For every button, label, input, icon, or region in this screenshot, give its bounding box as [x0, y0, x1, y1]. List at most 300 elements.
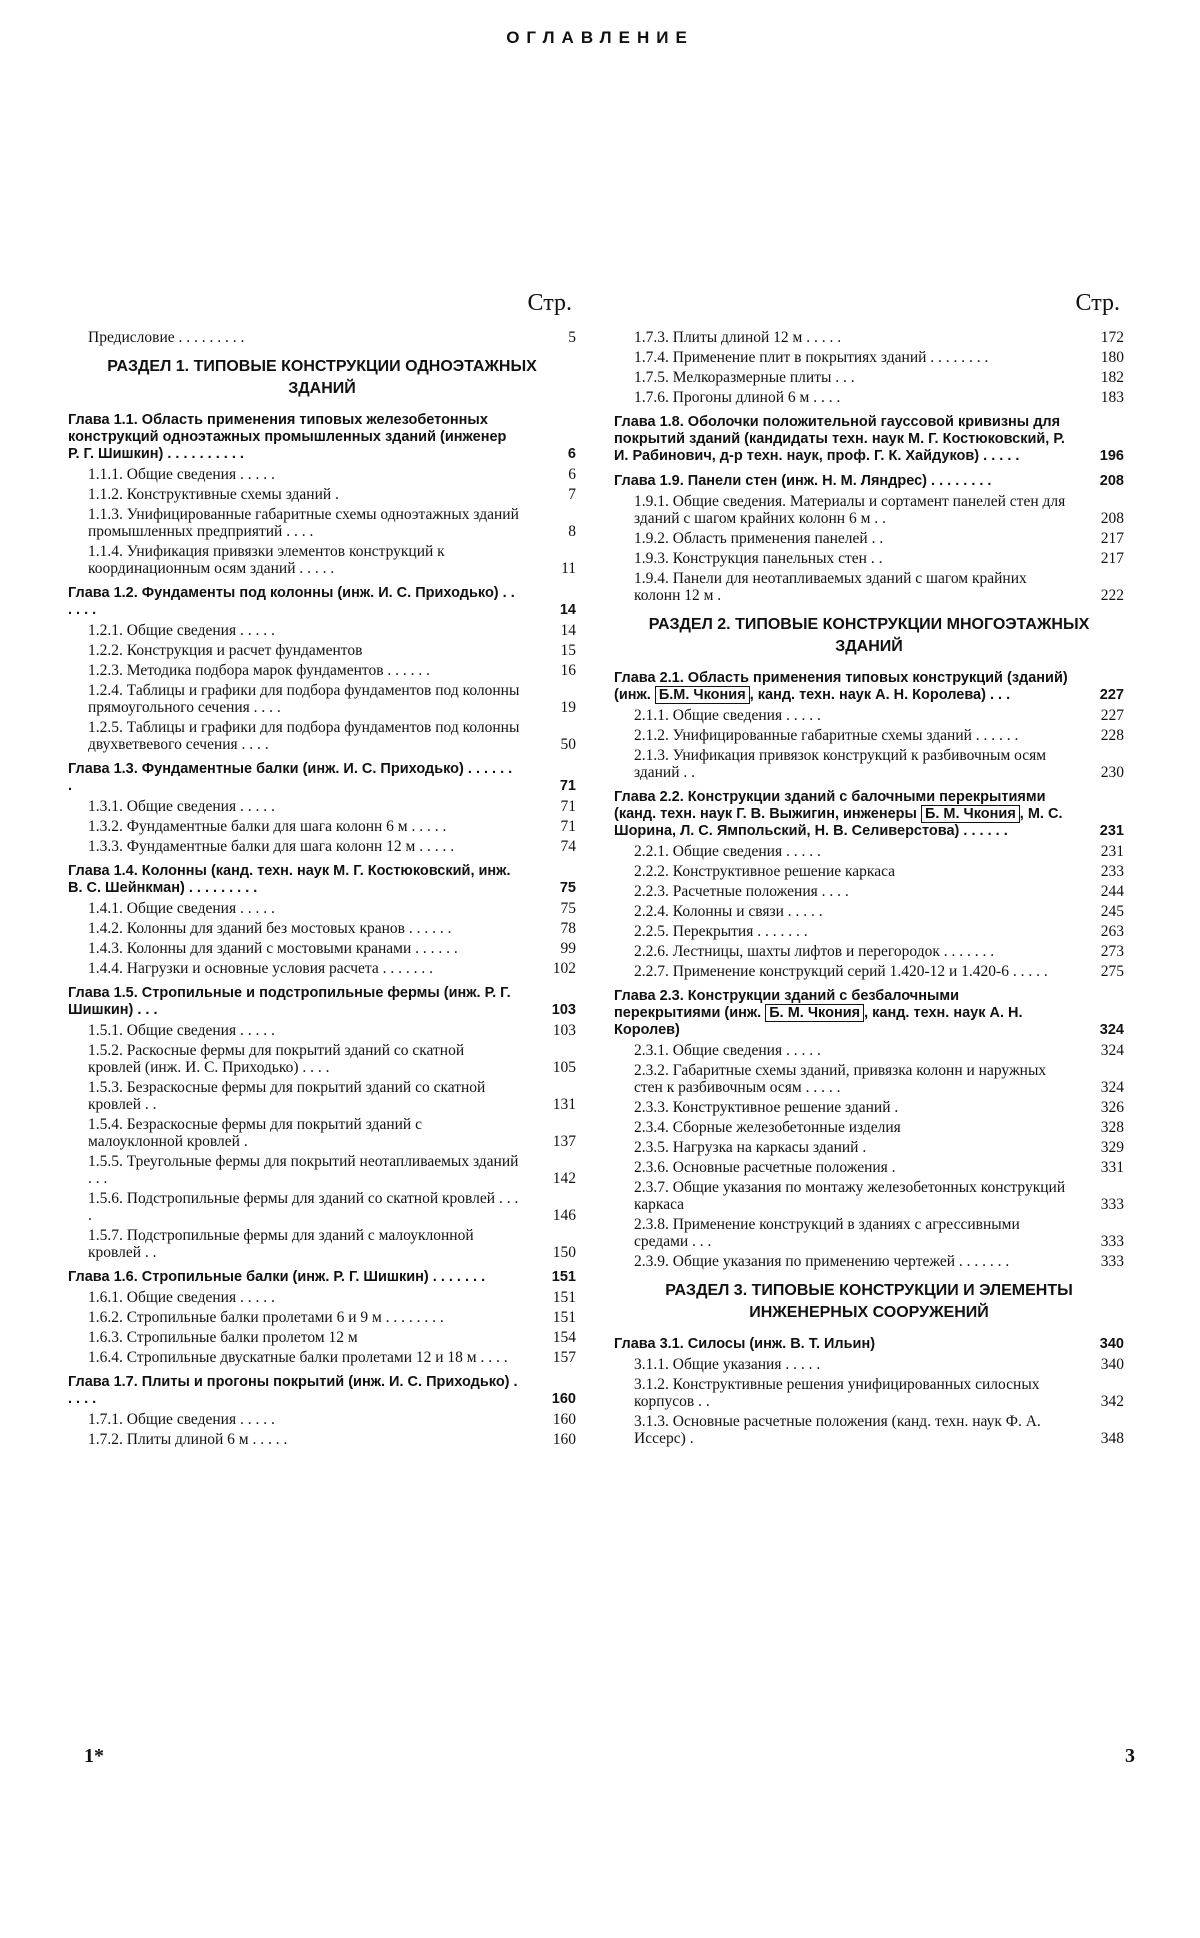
- toc-entry-title: [614, 963, 1068, 980]
- toc-page-number: 71: [559, 778, 576, 794]
- toc-entry-text: 2.3.8. Применение конструкций в зданиях с агрессивными средами . . .: [634, 1216, 1020, 1250]
- toc-page-number: 333: [1100, 1196, 1124, 1213]
- toc-subsection-entry[interactable]: [614, 550, 1124, 567]
- toc-entry-title: [68, 985, 520, 1019]
- toc-page-number: 227: [1099, 687, 1124, 703]
- toc-page-number: 217: [1100, 550, 1124, 567]
- toc-subsection-entry[interactable]: [68, 818, 576, 835]
- toc-page-number: 151: [552, 1309, 576, 1326]
- toc-entry-title: [614, 1062, 1068, 1096]
- toc-entry-text: Предисловие . . . . . . . . .: [88, 329, 245, 346]
- toc-list-left: [68, 329, 576, 1448]
- toc-page-number: 208: [1099, 473, 1124, 489]
- toc-entry-title: [614, 988, 1068, 1039]
- toc-entry-text: 1.3.1. Общие сведения . . . . .: [88, 798, 275, 815]
- toc-entry-text: 1.6.2. Стропильные балки пролетами 6 и 9 м . . . . . . . .: [88, 1309, 444, 1326]
- toc-subsection-entry[interactable]: [68, 543, 576, 577]
- toc-page-number: 329: [1100, 1139, 1124, 1156]
- toc-subsection-entry[interactable]: [614, 570, 1124, 604]
- toc-entry-text: 2.3.1. Общие сведения . . . . .: [634, 1042, 821, 1059]
- toc-page-number: 245: [1100, 903, 1124, 920]
- toc-entry-text: 1.4.2. Колонны для зданий без мостовых кранов . . . . . .: [88, 920, 452, 937]
- toc-page-number: 333: [1100, 1233, 1124, 1250]
- toc-subsection-entry[interactable]: [614, 843, 1124, 860]
- toc-page-number: 50: [560, 736, 576, 753]
- toc-page-number: 150: [552, 1244, 576, 1261]
- toc-page-number: 78: [560, 920, 576, 937]
- toc-entry-title: [68, 719, 520, 753]
- toc-entry-title: [614, 883, 1068, 900]
- toc-entry-text: 1.7.6. Прогоны длиной 6 м . . . .: [634, 389, 841, 406]
- toc-page-number: 6: [567, 446, 576, 462]
- toc-entry-title: [68, 940, 520, 957]
- toc-entry-text: 2.3.5. Нагрузка на каркасы зданий .: [634, 1139, 867, 1156]
- toc-entry-text: 2.2.7. Применение конструкций серий 1.420-12 и 1.420-6 . . . . .: [634, 963, 1048, 980]
- toc-entry-text: 3.1.3. Основные расчетные положения (канд. техн. наук Ф. А. Иссерс) .: [634, 1413, 1041, 1447]
- toc-entry-title: [68, 838, 520, 855]
- toc-entry-title: [68, 622, 520, 639]
- toc-subsection-entry[interactable]: [614, 369, 1124, 386]
- page-column-header: Стр.: [1075, 290, 1120, 316]
- toc-subsection-entry[interactable]: [614, 963, 1124, 980]
- toc-subsection-entry[interactable]: [68, 1309, 576, 1326]
- toc-page-number: 172: [1100, 329, 1124, 346]
- toc-entry-title: [68, 1374, 520, 1408]
- toc-entry-title: [614, 550, 1068, 567]
- toc-page-number: 146: [552, 1207, 576, 1224]
- toc-entry-title: [614, 1042, 1068, 1059]
- toc-entry-text: 1.6.3. Стропильные балки пролетом 12 м: [88, 1329, 358, 1346]
- toc-entry-title: [68, 960, 520, 977]
- toc-subsection-entry[interactable]: [614, 493, 1124, 527]
- toc-page-number: 326: [1100, 1099, 1124, 1116]
- toc-page-number: 6: [568, 466, 576, 483]
- toc-entry-title: [68, 1309, 520, 1326]
- toc-entry-text: 3.1.2. Конструктивные решения унифицированных силосных корпусов . .: [634, 1376, 1040, 1410]
- toc-page-number: 183: [1100, 389, 1124, 406]
- toc-subsection-entry[interactable]: [68, 1190, 576, 1224]
- toc-entry-text: 1.5.5. Треугольные фермы для покрытий неотапливаемых зданий . . .: [88, 1153, 519, 1187]
- toc-entry-text: 2.3.3. Конструктивное решение зданий .: [634, 1099, 899, 1116]
- toc-subsection-entry[interactable]: [68, 506, 576, 540]
- toc-entry-title: [614, 389, 1068, 406]
- toc-entry-text: 1.7.2. Плиты длиной 6 м . . . . .: [88, 1431, 288, 1448]
- toc-entry-text: Глава 1.5. Стропильные и подстропильные фермы (инж. Р. Г. Шишкин) . . .: [68, 985, 511, 1018]
- toc-entry-title: [614, 923, 1068, 940]
- toc-subsection-entry[interactable]: [68, 900, 576, 917]
- toc-page-number: 151: [551, 1269, 576, 1285]
- toc-entry-text: 2.1.2. Унифицированные габаритные схемы зданий . . . . . .: [634, 727, 1019, 744]
- toc-entry-title: [68, 900, 520, 917]
- toc-entry-title: [614, 1253, 1068, 1270]
- toc-page-number: 8: [568, 523, 576, 540]
- page-number: 3: [1125, 1745, 1135, 1767]
- toc-subsection-entry[interactable]: [614, 903, 1124, 920]
- toc-entry-title: [614, 789, 1068, 840]
- deceased-author-box: Б. М. Чкония: [921, 805, 1020, 823]
- toc-page-number: 324: [1100, 1042, 1124, 1059]
- toc-page-number: 102: [552, 960, 576, 977]
- toc-entry-text: 2.1.3. Унификация привязок конструкций к разбивочным осям зданий . .: [634, 747, 1047, 781]
- toc-column-left: [68, 290, 576, 1451]
- toc-subsection-entry[interactable]: [68, 1289, 576, 1306]
- toc-entry-text: Глава 1.1. Область применения типовых железобетонных конструкций одноэтажных промышленных зданий (инженер Р. Г. Шишкин) . . . . . . . . . .: [68, 412, 507, 462]
- toc-subsection-entry[interactable]: [614, 329, 1124, 346]
- toc-subsection-entry[interactable]: [68, 1042, 576, 1076]
- toc-entry-text: Глава 2.2. Конструкции зданий с балочными перекрытиями (канд. техн. наук Г. В. Выжигин, инженеры: [614, 789, 1046, 822]
- toc-entry-text: 2.2.5. Перекрытия . . . . . . .: [634, 923, 808, 940]
- toc-page-number: 142: [552, 1170, 576, 1187]
- toc-entry-text: 1.2.3. Методика подбора марок фундаментов . . . . . .: [88, 662, 431, 679]
- toc-entry-text: 1.7.1. Общие сведения . . . . .: [88, 1411, 275, 1428]
- toc-entry-text: 1.1.4. Унификация привязки элементов конструкций к координационным осям зданий . . . . .: [88, 543, 445, 577]
- toc-page-number: 348: [1100, 1430, 1124, 1447]
- toc-page-number: 74: [560, 838, 576, 855]
- toc-entry-text: Глава 1.7. Плиты и прогоны покрытий (инж. И. С. Приходько) . . . . .: [68, 1374, 518, 1407]
- toc-entry-title: [68, 761, 520, 795]
- toc-entry-text: 2.3.4. Сборные железобетонные изделия: [634, 1119, 901, 1136]
- toc-entry-title: [68, 506, 520, 540]
- toc-entry-title: [68, 486, 520, 503]
- toc-page-number: 340: [1100, 1356, 1124, 1373]
- toc-entry-text-continued: , М. С. Шорина, Л. С. Ямпольский, Н. В. Селиверстова) . . . . . .: [614, 806, 1063, 839]
- toc-page-number: 14: [560, 622, 576, 639]
- toc-subsection-entry[interactable]: [68, 682, 576, 716]
- toc-section-heading: РАЗДЕЛ 1. ТИПОВЫЕ КОНСТРУКЦИИ ОДНОЭТАЖНЫХ ЗДАНИЙ: [107, 358, 537, 397]
- toc-entry-title: [614, 1119, 1068, 1136]
- toc-entry-text: 1.5.2. Раскосные фермы для покрытий зданий со скатной кровлей (инж. И. С. Приходько) . . . .: [88, 1042, 465, 1076]
- toc-page-number: 75: [559, 880, 576, 896]
- toc-entry-title: [68, 863, 520, 897]
- toc-page-number: 324: [1100, 1079, 1124, 1096]
- toc-page-number: 342: [1100, 1393, 1124, 1410]
- toc-entry-text: 1.4.3. Колонны для зданий с мостовыми кранами . . . . . .: [88, 940, 458, 957]
- toc-section-heading: РАЗДЕЛ 2. ТИПОВЫЕ КОНСТРУКЦИИ МНОГОЭТАЖНЫХ ЗДАНИЙ: [648, 616, 1090, 655]
- toc-page-number: 99: [560, 940, 576, 957]
- toc-entry-title: [68, 1431, 520, 1448]
- toc-entry-title: [614, 747, 1068, 781]
- toc-entry-title: [614, 1356, 1068, 1373]
- toc-entry-title: [68, 1269, 520, 1286]
- toc-page-number: 11: [561, 560, 576, 577]
- toc-list-right: [614, 329, 1124, 1447]
- toc-subsection-entry[interactable]: [614, 727, 1124, 744]
- toc-subsection-entry[interactable]: [614, 863, 1124, 880]
- toc-page-number: 15: [560, 642, 576, 659]
- toc-subsection-entry[interactable]: [68, 838, 576, 855]
- toc-chapter-entry[interactable]: [68, 585, 576, 619]
- toc-entry-title: [68, 1153, 520, 1187]
- toc-entry-title: [68, 662, 520, 679]
- toc-entry-text: Глава 2.3. Конструкции зданий с безбалочными перекрытиями (инж.: [614, 988, 959, 1021]
- toc-subsection-entry[interactable]: [68, 329, 576, 346]
- toc-entry-title: [614, 349, 1068, 366]
- toc-subsection-entry[interactable]: [614, 943, 1124, 960]
- toc-entry-title: [68, 642, 520, 659]
- toc-page-number: 160: [552, 1431, 576, 1448]
- toc-page-number: 230: [1100, 764, 1124, 781]
- toc-entry-title: [614, 493, 1068, 527]
- toc-entry-text: 1.5.4. Безраскосные фермы для покрытий зданий с малоуклонной кровлей .: [88, 1116, 422, 1150]
- toc-entry-title: [68, 412, 520, 463]
- deceased-author-box: Б.М. Чкония: [655, 686, 750, 704]
- toc-entry-title: [614, 1179, 1068, 1213]
- toc-entry-text-continued: , канд. техн. наук А. Н. Королев): [614, 1005, 1023, 1038]
- toc-page-number: 160: [551, 1391, 576, 1407]
- toc-subsection-entry[interactable]: [68, 920, 576, 937]
- toc-entry-title: [68, 543, 520, 577]
- toc-entry-title: [614, 530, 1068, 547]
- toc-subsection-entry[interactable]: [614, 1139, 1124, 1156]
- toc-subsection-entry[interactable]: [614, 1376, 1124, 1410]
- page-title: ОГЛАВЛЕНИЕ: [506, 28, 694, 47]
- toc-subsection-entry[interactable]: [614, 1179, 1124, 1213]
- toc-entry-title: [68, 818, 520, 835]
- toc-entry-title: [614, 369, 1068, 386]
- toc-entry-text: 1.9.1. Общие сведения. Материалы и сортамент панелей стен для зданий с шагом крайних колонн 6 м . .: [634, 493, 1066, 527]
- toc-entry-text: Глава 1.3. Фундаментные балки (инж. И. С. Приходько) . . . . . . .: [68, 761, 513, 794]
- toc-chapter-entry[interactable]: [68, 412, 576, 463]
- toc-page-number: 160: [552, 1411, 576, 1428]
- toc-subsection-entry[interactable]: [614, 1413, 1124, 1447]
- toc-entry-title: [68, 1022, 520, 1039]
- toc-entry-title: [68, 585, 520, 619]
- toc-subsection-entry[interactable]: [614, 530, 1124, 547]
- toc-subsection-entry[interactable]: [68, 1116, 576, 1150]
- toc-subsection-entry[interactable]: [614, 1356, 1124, 1373]
- toc-subsection-entry[interactable]: [68, 1349, 576, 1366]
- toc-subsection-entry[interactable]: [68, 642, 576, 659]
- toc-entry-text: 1.7.4. Применение плит в покрытиях зданий . . . . . . . .: [634, 349, 989, 366]
- toc-entry-text: 2.2.2. Конструктивное решение каркаса: [634, 863, 896, 880]
- toc-entry-text: Глава 1.8. Оболочки положительной гауссовой кривизны для покрытий зданий (кандидаты техн. наук М. Г. Костюковский, Р. И. Рабинович, д-р техн. наук, проф. Г. К. Хайдуков) . . . . .: [614, 414, 1065, 464]
- toc-entry-title: [614, 707, 1068, 724]
- toc-entry-text: 2.3.9. Общие указания по применению чертежей . . . . . . .: [634, 1253, 1010, 1270]
- toc-subsection-entry[interactable]: [68, 1022, 576, 1039]
- toc-entry-text: 1.3.3. Фундаментные балки для шага колонн 12 м . . . . .: [88, 838, 455, 855]
- toc-page-number: 19: [560, 699, 576, 716]
- toc-page-number: 263: [1100, 923, 1124, 940]
- toc-page-number: 154: [552, 1329, 576, 1346]
- toc-subsection-entry[interactable]: [614, 923, 1124, 940]
- toc-page-number: 103: [551, 1002, 576, 1018]
- toc-page-number: 16: [560, 662, 576, 679]
- toc-subsection-entry[interactable]: [614, 1119, 1124, 1136]
- toc-subsection-entry[interactable]: [614, 389, 1124, 406]
- toc-chapter-entry[interactable]: [68, 1374, 576, 1408]
- toc-entry-text: 1.2.1. Общие сведения . . . . .: [88, 622, 275, 639]
- toc-chapter-entry[interactable]: [614, 988, 1124, 1039]
- toc-page-number: 5: [568, 329, 576, 346]
- toc-subsection-entry[interactable]: [614, 349, 1124, 366]
- toc-page-number: 273: [1100, 943, 1124, 960]
- toc-page-number: 208: [1100, 510, 1124, 527]
- toc-entry-text: Глава 1.9. Панели стен (инж. Н. М. Ляндрес) . . . . . . . .: [614, 473, 992, 489]
- toc-chapter-entry[interactable]: [614, 414, 1124, 465]
- toc-page-number: 231: [1100, 843, 1124, 860]
- toc-chapter-entry[interactable]: [614, 1336, 1124, 1353]
- toc-page-number: 244: [1100, 883, 1124, 900]
- toc-page-number: 328: [1100, 1119, 1124, 1136]
- toc-page-number: 227: [1100, 707, 1124, 724]
- toc-subsection-entry[interactable]: [614, 1062, 1124, 1096]
- toc-column-right: [614, 290, 1124, 1450]
- toc-entry-text: Глава 3.1. Силосы (инж. В. Т. Ильин): [614, 1336, 876, 1352]
- toc-entry-text: 2.3.2. Габаритные схемы зданий, привязка колонн и наружных стен к разбивочным осям . . . . .: [634, 1062, 1047, 1096]
- toc-entry-title: [68, 920, 520, 937]
- toc-entry-text: 2.2.3. Расчетные положения . . . .: [634, 883, 849, 900]
- toc-subsection-entry[interactable]: [614, 707, 1124, 724]
- toc-page-number: 105: [552, 1059, 576, 1076]
- toc-entry-text: 1.4.1. Общие сведения . . . . .: [88, 900, 275, 917]
- toc-entry-title: [614, 1376, 1068, 1410]
- toc-entry-title: [68, 798, 520, 815]
- toc-entry-text: 1.3.2. Фундаментные балки для шага колонн 6 м . . . . .: [88, 818, 447, 835]
- toc-entry-text: Глава 1.4. Колонны (канд. техн. наук М. Г. Костюковский, инж. В. С. Шейнкман) . . . . . . . . .: [68, 863, 511, 896]
- toc-entry-title: [68, 1289, 520, 1306]
- toc-entry-title: [614, 329, 1068, 346]
- deceased-author-box: Б. М. Чкония: [765, 1004, 864, 1022]
- toc-page-number: 7: [568, 486, 576, 503]
- toc-page-number: 180: [1100, 349, 1124, 366]
- toc-entry-text: Глава 2.1. Область применения типовых конструкций (зданий) (инж.: [614, 670, 1068, 703]
- toc-entry-title: [614, 843, 1068, 860]
- toc-entry-text: 1.9.2. Область применения панелей . .: [634, 530, 884, 547]
- toc-subsection-entry[interactable]: [68, 719, 576, 753]
- toc-entry-title: [614, 943, 1068, 960]
- toc-subsection-entry[interactable]: [68, 466, 576, 483]
- toc-subsection-entry[interactable]: [614, 883, 1124, 900]
- toc-page-number: 275: [1100, 963, 1124, 980]
- toc-entry-title: [614, 570, 1068, 604]
- toc-chapter-entry[interactable]: [68, 761, 576, 795]
- toc-page-number: 340: [1099, 1336, 1124, 1352]
- toc-page-number: 231: [1099, 823, 1124, 839]
- toc-entry-text: 1.2.2. Конструкция и расчет фундаментов: [88, 642, 363, 659]
- toc-subsection-entry[interactable]: [68, 1431, 576, 1448]
- toc-entry-text: 1.4.4. Нагрузки и основные условия расчета . . . . . . .: [88, 960, 434, 977]
- toc-entry-text: 1.5.1. Общие сведения . . . . .: [88, 1022, 275, 1039]
- toc-subsection-entry[interactable]: [614, 1042, 1124, 1059]
- toc-chapter-entry[interactable]: [68, 985, 576, 1019]
- toc-entry-text-continued: , канд. техн. наук А. Н. Королева) . . .: [749, 687, 1011, 703]
- toc-subsection-entry[interactable]: [68, 486, 576, 503]
- toc-page-number: 233: [1100, 863, 1124, 880]
- toc-entry-text: Глава 1.2. Фундаменты под колонны (инж. И. С. Приходько) . . . . . .: [68, 585, 515, 618]
- toc-entry-title: [614, 727, 1068, 744]
- toc-entry-text: 1.5.3. Безраскосные фермы для покрытий зданий со скатной кровлей . .: [88, 1079, 486, 1113]
- toc-entry-text: 1.5.7. Подстропильные фермы для зданий с малоуклонной кровлей . .: [88, 1227, 474, 1261]
- toc-subsection-entry[interactable]: [68, 798, 576, 815]
- toc-entry-title: [614, 1216, 1068, 1250]
- toc-entry-text: 1.2.4. Таблицы и графики для подбора фундаментов под колонны прямоугольного сечения . . . .: [88, 682, 520, 716]
- toc-subsection-entry[interactable]: [68, 1079, 576, 1113]
- toc-page-number: 331: [1100, 1159, 1124, 1176]
- toc-entry-text: Глава 1.6. Стропильные балки (инж. Р. Г. Шишкин) . . . . . . .: [68, 1269, 486, 1285]
- toc-entry-title: [68, 682, 520, 716]
- toc-entry-text: 2.3.6. Основные расчетные положения .: [634, 1159, 896, 1176]
- toc-subsection-entry[interactable]: [614, 1253, 1124, 1270]
- toc-page-number: 324: [1099, 1022, 1124, 1038]
- toc-page-number: 222: [1100, 587, 1124, 604]
- toc-page-number: 137: [552, 1133, 576, 1150]
- toc-entry-title: [68, 329, 520, 346]
- toc-page-number: 196: [1099, 448, 1124, 464]
- toc-entry-text: 2.2.6. Лестницы, шахты лифтов и перегородок . . . . . . .: [634, 943, 995, 960]
- toc-entry-title: [614, 903, 1068, 920]
- toc-chapter-entry[interactable]: [68, 1269, 576, 1286]
- toc-chapter-entry[interactable]: [614, 473, 1124, 490]
- toc-section-heading: РАЗДЕЛ 3. ТИПОВЫЕ КОНСТРУКЦИИ И ЭЛЕМЕНТЫ ИНЖЕНЕРНЫХ СООРУЖЕНИЙ: [665, 1282, 1073, 1321]
- toc-entry-text: 1.9.3. Конструкция панельных стен . .: [634, 550, 883, 567]
- toc-entry-text: 1.2.5. Таблицы и графики для подбора фундаментов под колонны двухветвевого сечения . . . .: [88, 719, 520, 753]
- toc-subsection-entry[interactable]: [68, 1411, 576, 1428]
- toc-entry-title: [614, 473, 1068, 490]
- toc-page-number: 151: [552, 1289, 576, 1306]
- toc-subsection-entry[interactable]: [68, 960, 576, 977]
- toc-entry-title: [68, 466, 520, 483]
- toc-subsection-entry[interactable]: [614, 1159, 1124, 1176]
- toc-subsection-entry[interactable]: [68, 1153, 576, 1187]
- toc-page-number: 131: [552, 1096, 576, 1113]
- toc-entry-text: 3.1.1. Общие указания . . . . .: [634, 1356, 821, 1373]
- toc-entry-text: 1.6.4. Стропильные двускатные балки пролетами 12 и 18 м . . . .: [88, 1349, 508, 1366]
- toc-entry-title: [68, 1227, 520, 1261]
- toc-subsection-entry[interactable]: [68, 940, 576, 957]
- toc-entry-title: [614, 863, 1068, 880]
- toc-entry-text: 2.1.1. Общие сведения . . . . .: [634, 707, 821, 724]
- toc-subsection-entry[interactable]: [614, 1099, 1124, 1116]
- toc-subsection-entry[interactable]: [68, 662, 576, 679]
- toc-entry-title: [614, 1336, 1068, 1353]
- toc-entry-text: 2.2.1. Общие сведения . . . . .: [634, 843, 821, 860]
- toc-entry-text: 2.3.7. Общие указания по монтажу железобетонных конструкций каркаса: [634, 1179, 1066, 1213]
- toc-entry-title: [614, 414, 1068, 465]
- toc-page-number: 103: [552, 1022, 576, 1039]
- toc-entry-text: 1.9.4. Панели для неотапливаемых зданий с шагом крайних колонн 12 м .: [634, 570, 1027, 604]
- toc-page-number: 157: [552, 1349, 576, 1366]
- signature-mark: 1*: [84, 1745, 104, 1767]
- toc-page-number: 217: [1100, 530, 1124, 547]
- toc-entry-title: [614, 1099, 1068, 1116]
- toc-chapter-entry[interactable]: [614, 789, 1124, 840]
- toc-subsection-entry[interactable]: [68, 622, 576, 639]
- toc-subsection-entry[interactable]: [68, 1227, 576, 1261]
- toc-entry-text: 1.7.5. Мелкоразмерные плиты . . .: [634, 369, 855, 386]
- toc-page-number: 75: [560, 900, 576, 917]
- toc-entry-title: [614, 1159, 1068, 1176]
- toc-subsection-entry[interactable]: [68, 1329, 576, 1346]
- toc-entry-text: 1.1.1. Общие сведения . . . . .: [88, 466, 275, 483]
- toc-entry-text: 2.2.4. Колонны и связи . . . . .: [634, 903, 823, 920]
- toc-page-number: 71: [560, 798, 576, 815]
- toc-chapter-entry[interactable]: [614, 670, 1124, 704]
- page-column-header: Стр.: [527, 290, 572, 316]
- toc-page-number: 14: [559, 602, 576, 618]
- toc-subsection-entry[interactable]: [614, 747, 1124, 781]
- toc-page-number: 228: [1100, 727, 1124, 744]
- toc-entry-text: 1.1.3. Унифицированные габаритные схемы одноэтажных зданий промышленных предприятий . . . .: [88, 506, 519, 540]
- toc-subsection-entry[interactable]: [614, 1216, 1124, 1250]
- toc-entry-text: 1.5.6. Подстропильные фермы для зданий со скатной кровлей . . . .: [88, 1190, 519, 1224]
- toc-entry-title: [68, 1116, 520, 1150]
- toc-entry-title: [614, 1413, 1068, 1447]
- toc-entry-title: [614, 670, 1068, 704]
- toc-page-number: 71: [560, 818, 576, 835]
- toc-entry-text: 1.1.2. Конструктивные схемы зданий .: [88, 486, 339, 503]
- toc-entry-title: [68, 1329, 520, 1346]
- toc-chapter-entry[interactable]: [68, 863, 576, 897]
